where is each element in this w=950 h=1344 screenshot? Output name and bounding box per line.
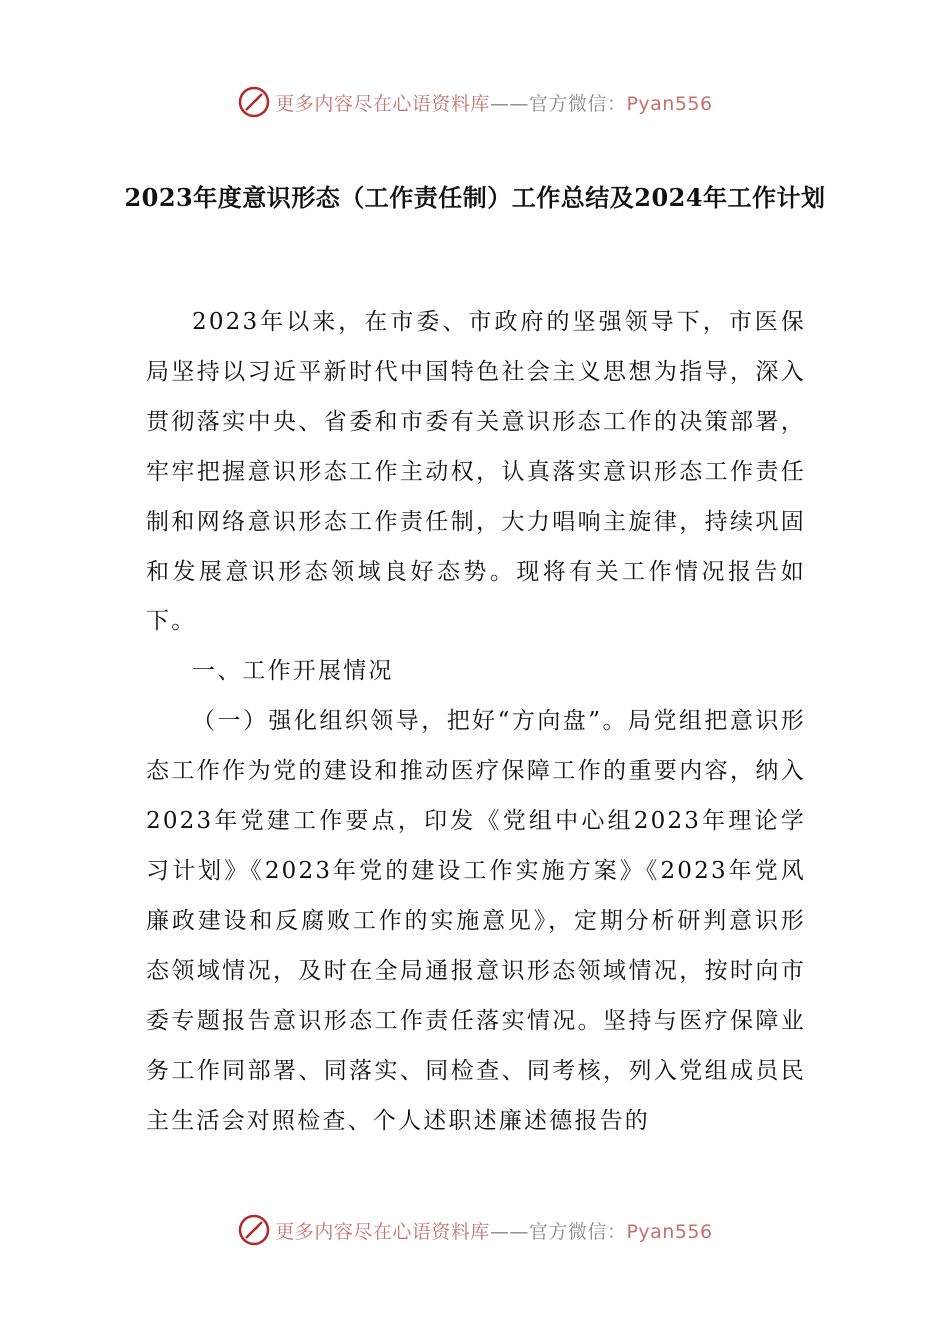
quill-logo-icon — [237, 85, 271, 119]
watermark-banner-top — [0, 80, 950, 124]
watermark-site-text: 更多内容尽在心语资料库 — [275, 1220, 490, 1243]
subsection-paragraph: （一）强化组织领导，把好“方向盘”。局党组把意识形态工作作为党的建设和推动医疗保障工作的重要内容，纳入2023年党建工作要点，印发《党组中心组2023年理论学习计划》《2023年党的建设工作实施方案》《2023年党风廉政建设和反腐败工作的实施意见》，定期分析研判意识形态领域情况，及时在全局通报意识形态领域情况，按时向市委专题报告意识形态工作责任落实情况。坚持与医疗保障业务工作同部署、同落实、同检查、同考核，列入党组成员民主生活会对照检查、个人述职述廉述德报告的 — [146, 708, 806, 1134]
watermark-wechat-label: 官方微信： — [528, 92, 627, 115]
watermark-banner-bottom — [0, 1208, 950, 1252]
intro-paragraph: 2023年以来，在市委、市政府的坚强领导下，市医保局坚持以习近平新时代中国特色社会主义思想为指导，深入贯彻落实中央、省委和市委有关意识形态工作的决策部署，牢牢把握意识形态工作主动权，认真落实意识形态工作责任制和网络意识形态工作责任制，大力唱响主旋律，持续巩固和发展意识形态领域良好态势。现将有关工作情况报告如下。 — [146, 309, 806, 635]
document-title: 2023年度意识形态（工作责任制）工作总结及2024年工作计划 — [124, 183, 826, 212]
watermark-wechat-id: Pyan556 — [626, 92, 713, 115]
watermark-wechat-id: Pyan556 — [626, 1220, 713, 1243]
watermark-text — [275, 89, 712, 116]
watermark-site-text: 更多内容尽在心语资料库 — [275, 92, 490, 115]
document-body — [146, 298, 806, 1146]
watermark-dash: —— — [489, 92, 529, 115]
quill-logo-icon — [237, 1213, 271, 1247]
watermark-wechat-label: 官方微信： — [528, 1220, 627, 1243]
watermark-text — [275, 1217, 712, 1244]
watermark-dash: —— — [489, 1220, 529, 1243]
section-heading: 一、工作开展情况 — [192, 658, 394, 685]
